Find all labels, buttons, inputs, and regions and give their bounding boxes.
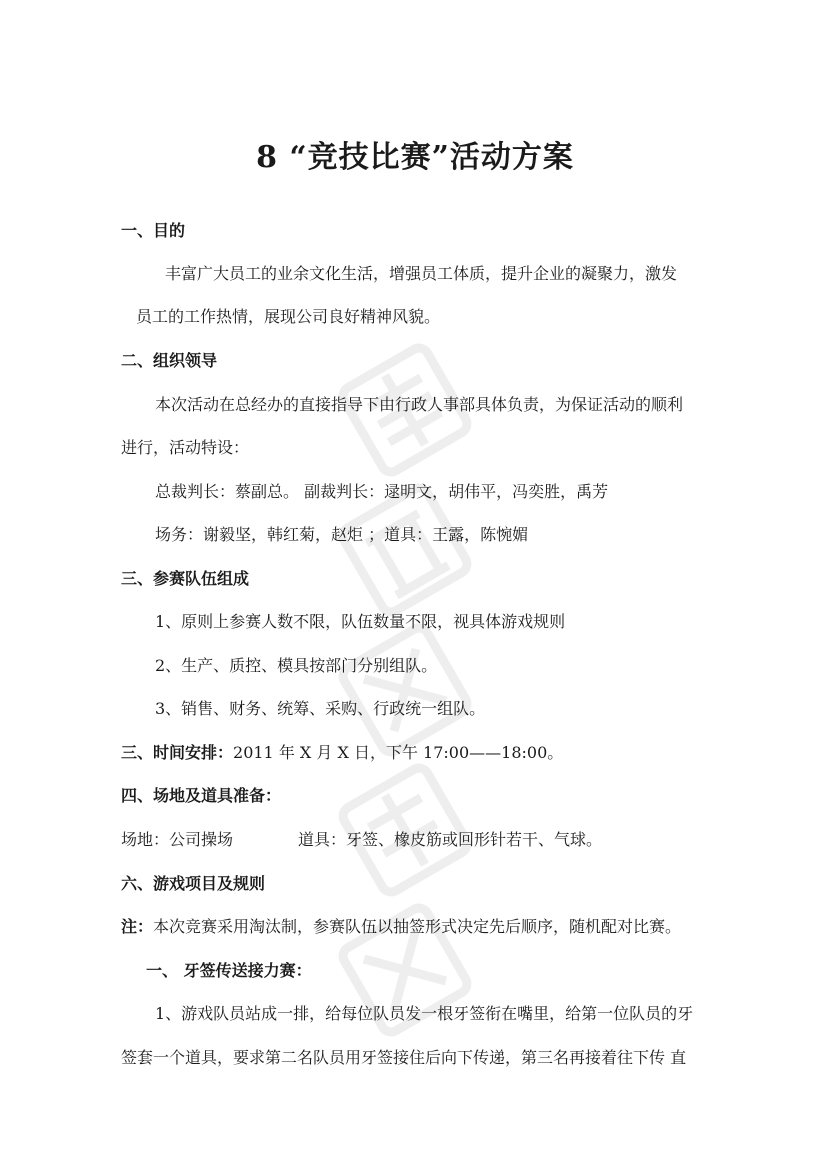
- schedule-line: [121, 740, 563, 763]
- section-organization-heading: 二、组织领导: [121, 351, 218, 370]
- schedule-value: 2011 年 X 月 X 日，下午 17:00——18:00。: [233, 743, 564, 762]
- venue-text: 场地：公司操场: [121, 830, 234, 849]
- teams-item-1: 1、原则上参赛人数不限，队伍数量不限，视具体游戏规则: [155, 612, 566, 631]
- section-purpose-heading: 一、目的: [121, 221, 186, 240]
- competition-note: [121, 914, 681, 937]
- section-venue-heading: 四、场地及道具准备：: [121, 786, 282, 805]
- props-text: 道具：牙签、橡皮筋或回形针若干、气球。: [298, 830, 603, 849]
- staff-line: 场务：谢毅坚，韩红菊，赵炬 ；道具：王露，陈惋媚: [155, 525, 529, 544]
- organization-paragraph-line-2: 进行，活动特设：: [121, 438, 250, 457]
- note-label: 注：: [121, 917, 154, 936]
- game-1-rule-line-1: 1、游戏队员站成一排，给每位队员发一根牙签衔在嘴里，给第一位队员的牙: [155, 1004, 694, 1023]
- note-text: 本次竞赛采用淘汰制，参赛队伍以抽签形式决定先后顺序，随机配对比赛。: [153, 917, 682, 936]
- section-games-heading: 六、游戏项目及规则: [121, 874, 266, 893]
- teams-item-3: 3、销售、财务、统筹、采购、行政统一组队。: [155, 699, 486, 718]
- judges-line: 总裁判长：蔡副总。 副裁判长：逯明文，胡伟平，冯奕胜，禹芳: [155, 482, 609, 501]
- schedule-label: 三、时间安排：: [121, 743, 234, 762]
- purpose-paragraph-line-1: 丰富广大员工的业余文化生活，增强员工体质，提升企业的凝聚力，激发: [165, 264, 678, 283]
- teams-item-2: 2、生产、质控、模具按部门分别组队。: [155, 656, 438, 675]
- section-teams-heading: 三、参赛队伍组成: [121, 569, 250, 588]
- game-1-heading: 一、 牙签传送接力赛：: [146, 961, 312, 980]
- organization-paragraph-line-1: 本次活动在总经办的直接指导下由行政人事部具体负责，为保证活动的顺利: [155, 395, 684, 414]
- document-title: 8 “竞技比赛”活动方案: [256, 140, 574, 175]
- purpose-paragraph-line-2: 员工的工作热情，展现公司良好精神风貌。: [136, 307, 441, 326]
- game-1-rule-line-2: 签套一个道具，要求第二名队员用牙签接住后向下传递，第三名再接着往下传 直: [121, 1048, 687, 1067]
